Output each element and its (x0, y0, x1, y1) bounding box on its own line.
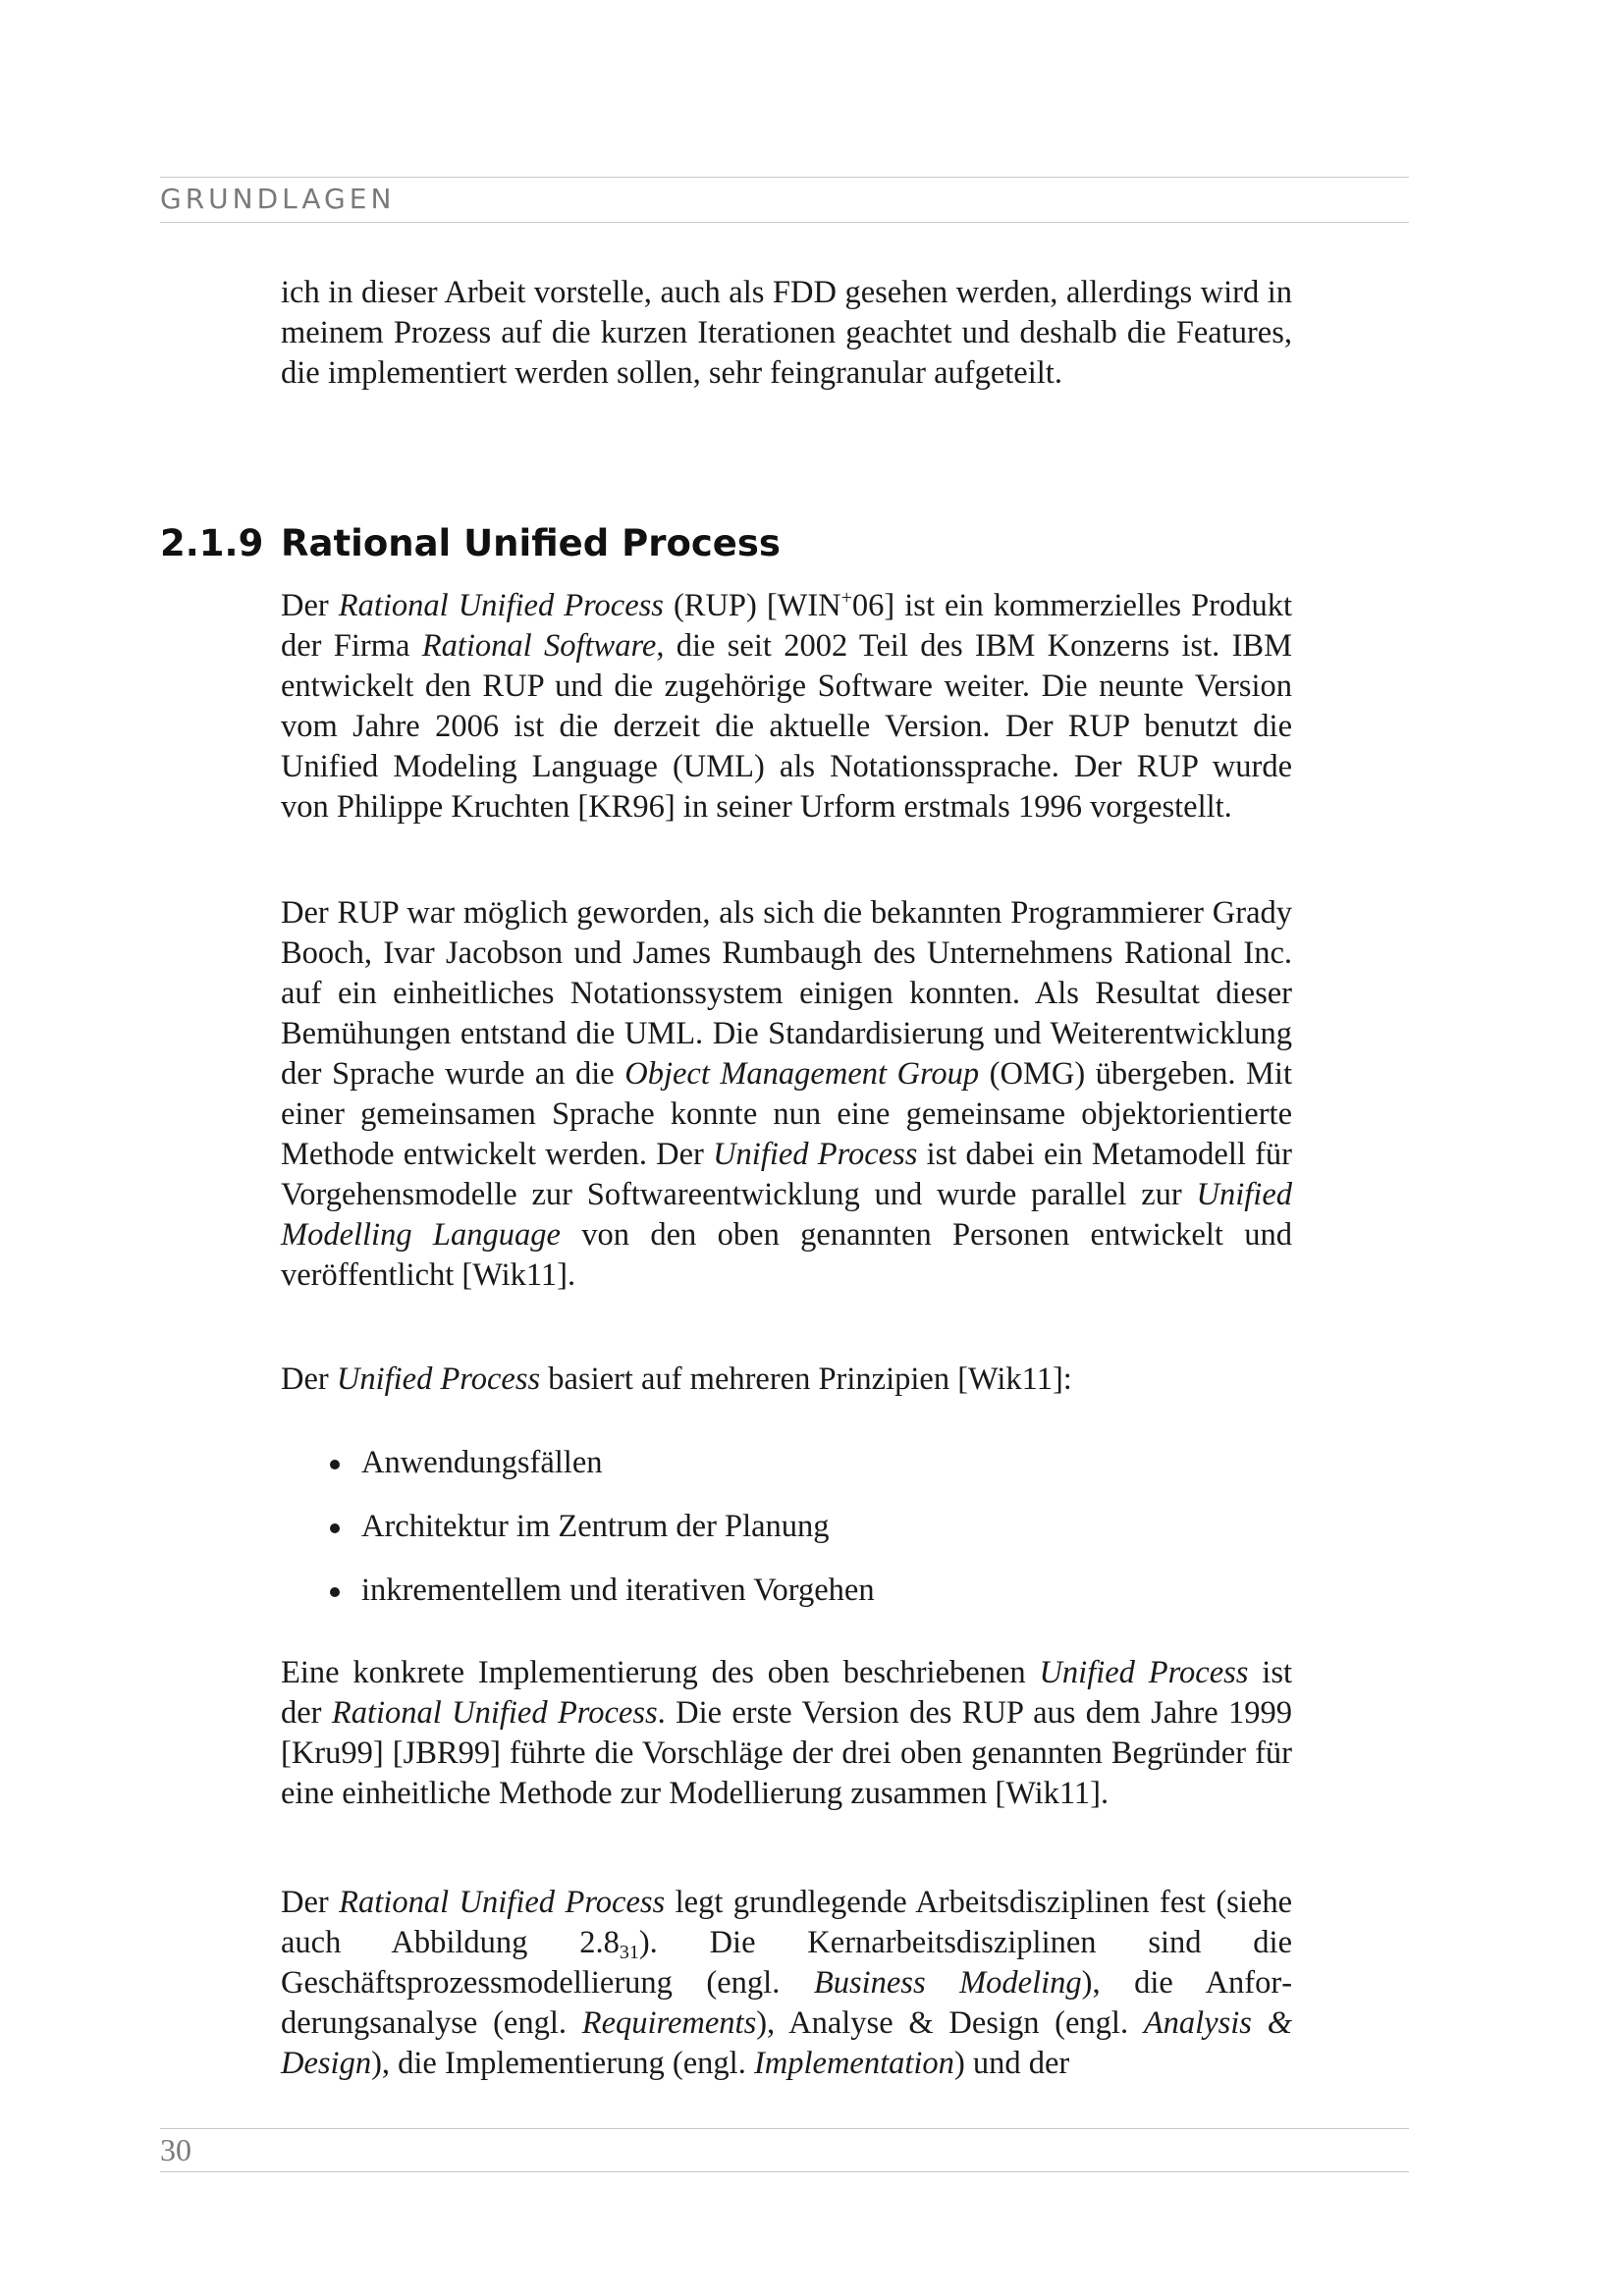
principles-list (324, 1443, 875, 1634)
italic-term: Implementation (753, 2046, 954, 2081)
text-run: (RUP) [WIN (663, 588, 841, 623)
footer-rule-bottom (160, 2171, 1409, 2172)
italic-term: Rational Unified Process (339, 1885, 666, 1920)
paragraph-rup-intro (281, 586, 1292, 828)
text-run: ), Analyse & Design (engl. (756, 2005, 1144, 2041)
section-heading (160, 516, 781, 571)
bullet-icon (330, 1460, 340, 1469)
italic-term: Business Modeling (813, 1965, 1082, 2001)
italic-term: Rational Unified Process (338, 588, 664, 623)
text-run: Eine konkrete Implementierung des oben beschriebenen (281, 1655, 1040, 1690)
paragraph-rup-history (281, 893, 1292, 1296)
italic-term: Unified Process (1039, 1655, 1249, 1690)
citation-superscript: + (840, 587, 852, 609)
header-rule-bottom (160, 222, 1409, 223)
italic-term: Unified Process (336, 1362, 541, 1397)
list-item-text: Anwendungsfällen (361, 1445, 603, 1480)
running-header: GRUNDLAGEN (160, 183, 396, 215)
paragraph-continuation (281, 273, 1292, 394)
text-run: ), die Anforderungsanalyse (engl. (281, 1965, 1293, 2041)
section-number: 2.1.9 (160, 521, 264, 564)
italic-term: Object Management Group (624, 1056, 980, 1092)
text-run: . Die erste Version des RUP aus dem Jahre 1999 [Kru99] [JBR99] führte die Vorschläge der drei oben genannten Begründer für eine einheitliche Methode zur Modellierung zusammen [Wik11]. (281, 1695, 1292, 1811)
list-item (324, 1443, 875, 1483)
list-item (324, 1571, 875, 1611)
text-run: , die seit 2002 Teil des IBM Konzerns ist. IBM entwickelt den RUP und die zugehörige Software weiter. Die neunte Version vom Jahre 2006 ist die derzeit die aktuelle Version. Der RUP benutzt die Unified Modeling Language (UML) als Notationssprache. Der RUP wurde von Philippe Kruchten [KR96] in seiner Urform erstmals 1996 vorgestellt. (281, 628, 1292, 825)
page-number: 30 (160, 2132, 191, 2167)
text-run: ) und der (953, 2046, 1070, 2081)
page-reference-subscript: 31 (619, 1942, 639, 1963)
text-run: Der (281, 588, 339, 623)
text-run: ist der (281, 1655, 1292, 1731)
text-run: ist dabei ein Metamodell für Vorgehensmodelle zur Softwareentwicklung und wurde parallel zur (281, 1137, 1292, 1212)
text-run: legt grundlegende Arbeitsdisziplinen fest (siehe auch Abbildung 2.8 (281, 1885, 1293, 1960)
text-run: 06] ist ein kommerzielles Produkt der Firma (281, 588, 1292, 664)
italic-term: Rational Unified Process (331, 1695, 658, 1731)
text-run: ), die Implementierung (engl. (371, 2046, 754, 2081)
list-item (324, 1507, 875, 1547)
bullet-icon (330, 1587, 340, 1597)
italic-term: Rational Software (421, 628, 657, 664)
text-run: (OMG) übergeben. Mit einer gemeinsamen Sprache konnte nun eine gemeinsame objektorientierte Methode entwickelt werden. Der (281, 1056, 1292, 1172)
italic-term: Requirements (581, 2005, 757, 2041)
list-item-text: Architektur im Zentrum der Planung (361, 1509, 830, 1544)
text-run: ). Die Kernarbeitsdisziplinen sind die Geschäftsprozessmodellierung (engl. (281, 1925, 1293, 2001)
text-run: ich in dieser Arbeit vorstelle, auch als FDD gesehen werden, allerdings wird in meinem Prozess auf die kurzen Iterationen geachtet und deshalb die Features, die implementiert werden sollen, sehr feingranular aufgeteilt. (281, 275, 1292, 391)
text-run: Der RUP war möglich geworden, als sich die bekannten Programmierer Grady Booch, Ivar Jacobson und James Rumbaugh des Unternehmens Rational Inc. auf ein einheitliches Notationssystem einigen konnten. Als Resultat dieser Bemühungen entstand die UML. Die Standardisierung und Weiterentwicklung der Sprache wurde an die (281, 895, 1292, 1092)
italic-term: Analysis & Design (281, 2005, 1292, 2081)
section-title: Rational Unified Process (281, 521, 781, 564)
bullet-icon (330, 1523, 340, 1533)
text-run: von den oben genannten Personen entwickelt und veröffentlicht [Wik11]. (281, 1217, 1292, 1293)
italic-term: Unified Modelling Language (281, 1177, 1292, 1253)
paragraph-rup-implementation (281, 1653, 1292, 1814)
list-item-text: inkrementellem und iterativen Vorgehen (361, 1573, 875, 1608)
header-rule-top (160, 177, 1409, 178)
italic-term: Unified Process (713, 1137, 918, 1172)
text-run: Der (281, 1362, 337, 1397)
paragraph-principles-intro (281, 1360, 1292, 1400)
footer-rule-top (160, 2128, 1409, 2129)
text-run: Der (281, 1885, 340, 1920)
text-run: basiert auf mehreren Prinzipien [Wik11]: (540, 1362, 1072, 1397)
paragraph-disciplines (281, 1883, 1292, 2084)
